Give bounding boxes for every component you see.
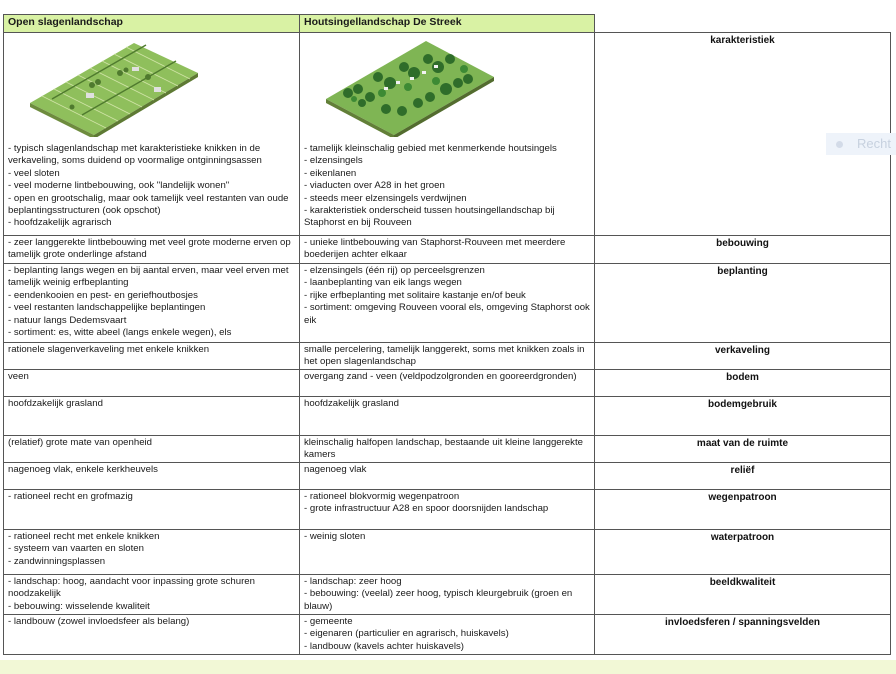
- text-line: smalle percelering, tamelijk langgerekt, soms met knikken zoals in het open slagenlandschap: [304, 344, 585, 368]
- aspect-label: reliëf: [595, 463, 891, 490]
- cell-col1: [4, 530, 300, 575]
- text-line: - natuur langs Dedemsvaart: [8, 314, 127, 326]
- cell-col2: [300, 236, 595, 264]
- aspect-label: maat van de ruimte: [595, 436, 891, 463]
- table-row: [4, 370, 891, 397]
- bullet-icon: [836, 141, 843, 148]
- aspect-label: bodem: [595, 370, 891, 397]
- text-line: - laanbeplanting van eik langs wegen: [304, 277, 462, 289]
- text-line: - elzensingels (één rij) op perceelsgrenzen: [304, 265, 485, 276]
- text-line: - landschap: hoog, aandacht voor inpassing grote schuren noodzakelijk: [8, 576, 255, 600]
- cell-col2: [300, 490, 595, 530]
- text-line: - veel moderne lintbebouwing, ook "landelijk wonen": [8, 180, 230, 192]
- comparison-table: [3, 14, 891, 655]
- text-line: - bebouwing: (veelal) zeer hoog, typisch kleurgebruik (groen en blauw): [304, 588, 573, 612]
- cell-col2: [300, 463, 595, 490]
- text-line: - hoofdzakelijk agrarisch: [8, 217, 112, 229]
- text-line: - tamelijk kleinschalig gebied met kenmerkende houtsingels: [304, 143, 557, 154]
- side-ghost-text: Recht: [857, 136, 891, 151]
- landscape-illustration-streek: [318, 37, 498, 137]
- text-line: - steeds meer elzensingels verdwijnen: [304, 192, 467, 204]
- text-line: - veel sloten: [8, 167, 60, 179]
- text-line: - karakteristiek onderscheid tussen houtsingellandschap bij Staphorst en bij Rouveen: [304, 205, 555, 229]
- text-line: nagenoeg vlak, enkele kerkheuvels: [8, 464, 158, 475]
- text-line: nagenoeg vlak: [304, 464, 367, 475]
- aspect-label: beplanting: [595, 264, 891, 343]
- text-line: - eigenaren (particulier en agrarisch, huiskavels): [304, 628, 509, 640]
- text-line: - sortiment: es, witte abeel (langs enkele wegen), els: [8, 327, 232, 339]
- aspect-label: wegenpatroon: [595, 490, 891, 530]
- text-line: - weinig sloten: [304, 531, 366, 542]
- cell-col1: [4, 397, 300, 436]
- table-row: [4, 436, 891, 463]
- text-line: - open en grootschalig, maar ook tamelijk veel restanten van oude beplantingsstructuren (ook opschot): [8, 192, 289, 217]
- cell-col1: [4, 236, 300, 264]
- text-line: kleinschalig halfopen landschap, bestaande uit kleine langgerekte kamers: [304, 437, 583, 461]
- bottom-bar: [0, 660, 896, 674]
- cell-lines: [304, 143, 590, 230]
- text-line: - rationeel recht met enkele knikken: [8, 531, 160, 542]
- text-line: - unieke lintbebouwing van Staphorst-Rouveen met meerdere boederijen achter elkaar: [304, 237, 566, 261]
- cell-col2: [300, 436, 595, 463]
- text-line: (relatief) grote mate van openheid: [8, 437, 152, 448]
- table-row: [4, 575, 891, 615]
- cell-lines: [8, 143, 295, 230]
- text-line: - viaducten over A28 in het groen: [304, 180, 445, 192]
- text-line: overgang zand - veen (veldpodzolgronden en gooreerdgronden): [304, 371, 577, 382]
- header-blank: [595, 15, 891, 33]
- cell-col2: [300, 264, 595, 343]
- cell-col1: [4, 264, 300, 343]
- text-line: - elzensingels: [304, 155, 363, 167]
- text-line: - zeer langgerekte lintbebouwing met veel grote moderne erven op tamelijk grote onderlinge afstand: [8, 237, 291, 261]
- text-line: - rationeel recht en grofmazig: [8, 491, 133, 502]
- header-open-slagenlandschap: Open slagenlandschap: [4, 15, 300, 33]
- cell-col2: [300, 575, 595, 615]
- text-line: - bebouwing: wisselende kwaliteit: [8, 600, 150, 612]
- aspect-label: invloedsferen / spanningsvelden: [595, 615, 891, 655]
- table-row: [4, 530, 891, 575]
- header-row: [4, 15, 891, 33]
- table-row: [4, 490, 891, 530]
- cell-col1: [4, 370, 300, 397]
- text-line: - typisch slagenlandschap met karakteristieke knikken in de verkaveling, soms duidend op voormalige ontginningsassen: [8, 143, 262, 167]
- side-ghost-label: [826, 133, 896, 155]
- aspect-label: karakteristiek: [595, 33, 891, 236]
- cell-col1: [4, 436, 300, 463]
- aspect-label: waterpatroon: [595, 530, 891, 575]
- aspect-label: bebouwing: [595, 236, 891, 264]
- text-line: hoofdzakelijk grasland: [304, 398, 399, 409]
- text-line: - veel restanten landschappelijke beplantingen: [8, 302, 206, 314]
- cell-col2: [300, 370, 595, 397]
- cell-col1: [4, 33, 300, 236]
- cell-col1: [4, 463, 300, 490]
- cell-col2: [300, 343, 595, 370]
- text-line: - gemeente: [304, 616, 353, 627]
- table-row: [4, 463, 891, 490]
- table-row: [4, 236, 891, 264]
- table-row: [4, 343, 891, 370]
- text-line: - landbouw (kavels achter huiskavels): [304, 640, 464, 652]
- text-line: - landschap: zeer hoog: [304, 576, 402, 587]
- cell-col1: [4, 343, 300, 370]
- aspect-label: bodemgebruik: [595, 397, 891, 436]
- text-line: - eikenlanen: [304, 167, 357, 179]
- cell-col1: [4, 615, 300, 655]
- text-line: - zandwinningsplassen: [8, 555, 106, 567]
- cell-col2: [300, 615, 595, 655]
- table-row: [4, 397, 891, 436]
- text-line: - landbouw (zowel invloedsfeer als belang): [8, 616, 190, 627]
- cell-col2: [300, 33, 595, 236]
- text-line: - sortiment: omgeving Rouveen vooral els, omgeving Staphorst ook eik: [304, 302, 590, 326]
- text-line: veen: [8, 371, 29, 382]
- text-line: - grote infrastructuur A28 en spoor doorsnijden landschap: [304, 503, 549, 515]
- text-line: rationele slagenverkaveling met enkele knikken: [8, 344, 210, 355]
- cell-col2: [300, 397, 595, 436]
- aspect-label: beeldkwaliteit: [595, 575, 891, 615]
- cell-col2: [300, 530, 595, 575]
- table-row: [4, 33, 891, 236]
- landscape-illustration-open: [22, 37, 202, 137]
- aspect-label: verkaveling: [595, 343, 891, 370]
- header-houtsingellandschap: Houtsingellandschap De Streek: [300, 15, 595, 33]
- table-row: [4, 615, 891, 655]
- text-line: - rationeel blokvormig wegenpatroon: [304, 491, 460, 502]
- text-line: - beplanting langs wegen en bij aantal erven, maar veel erven met tamelijk weinig erfbeplanting: [8, 265, 289, 289]
- text-line: - systeem van vaarten en sloten: [8, 543, 144, 555]
- text-line: hoofdzakelijk grasland: [8, 398, 103, 409]
- table-row: [4, 264, 891, 343]
- cell-col1: [4, 575, 300, 615]
- text-line: - eendenkooien en pest- en geriefhoutbosjes: [8, 289, 198, 301]
- text-line: - rijke erfbeplanting met solitaire kastanje en/of beuk: [304, 289, 526, 301]
- cell-col1: [4, 490, 300, 530]
